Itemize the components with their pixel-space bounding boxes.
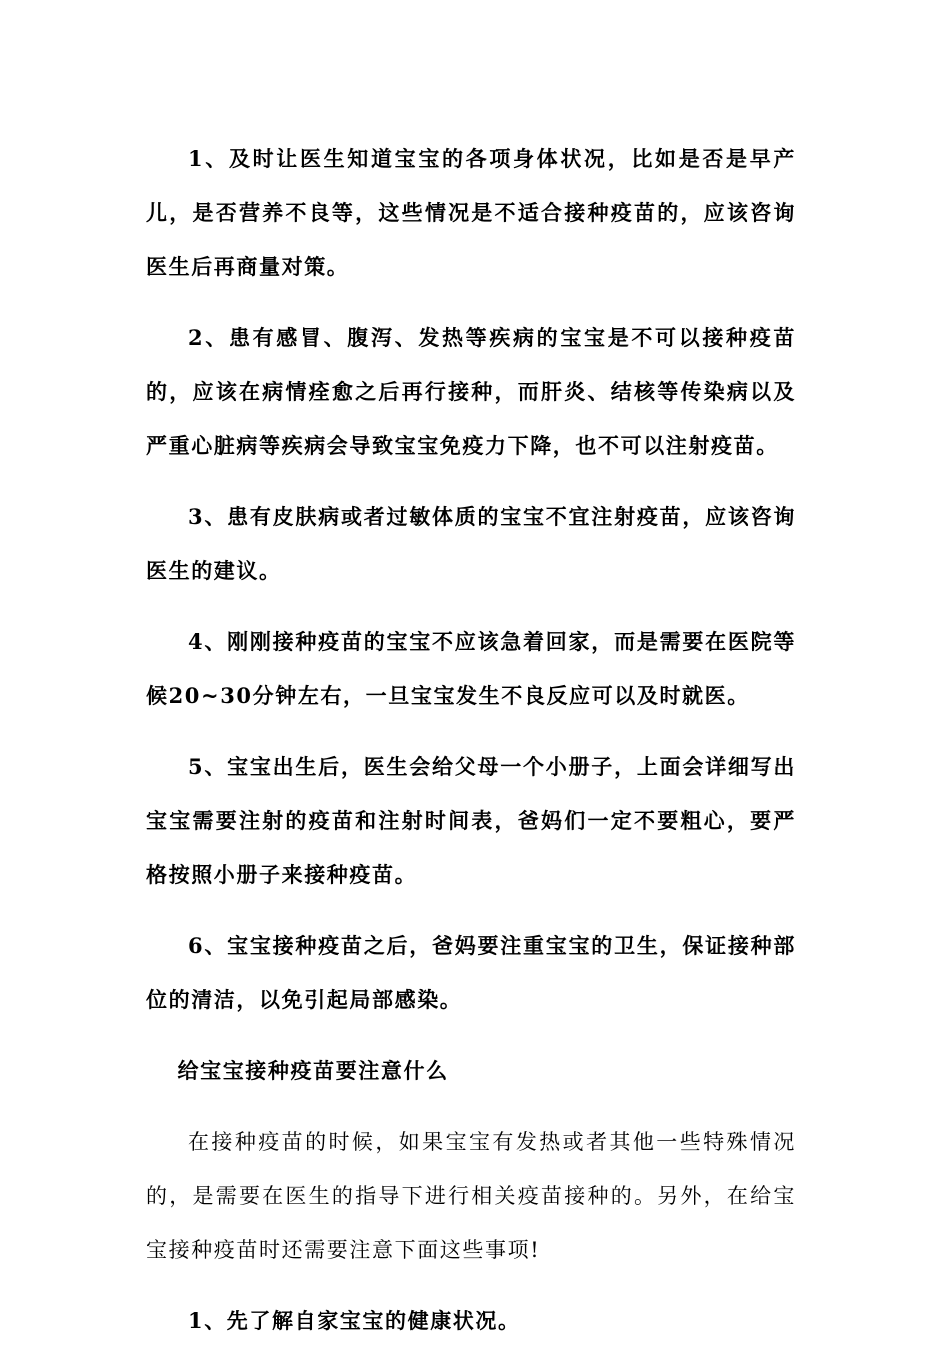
intro-paragraph: 在接种疫苗的时候，如果宝宝有发热或者其他一些特殊情况的，是需要在医生的指导下进行相关疫苗接种的。另外，在给宝宝接种疫苗时还需要注意下面这些事项! [146,1130,796,1262]
document-body [146,132,796,1365]
section-heading: 给宝宝接种疫苗要注意什么 [177,1058,449,1083]
list-item-1: 1、先了解自家宝宝的健康状况。 [188,1308,521,1333]
paragraph-1: 1、及时让医生知道宝宝的各项身体状况，比如是否是早产儿，是否营养不良等，这些情况是不适合接种疫苗的，应该咨询医生后再商量对策。 [146,146,796,279]
paragraph-4: 4、刚刚接种疫苗的宝宝不应该急着回家，而是需要在医院等候20~30分钟左右，一旦宝宝发生不良反应可以及时就医。 [146,629,796,708]
paragraph-2: 2、患有感冒、腹泻、发热等疾病的宝宝是不可以接种疫苗的，应该在病情痊愈之后再行接种，而肝炎、结核等传染病以及严重心脏病等疾病会导致宝宝免疫力下降，也不可以注射疫苗。 [146,325,796,458]
paragraph-3: 3、患有皮肤病或者过敏体质的宝宝不宜注射疫苗，应该咨询医生的建议。 [146,504,796,583]
paragraph-6: 6、宝宝接种疫苗之后，爸妈要注重宝宝的卫生，保证接种部位的清洁，以免引起局部感染。 [146,933,796,1012]
paragraph-5: 5、宝宝出生后，医生会给父母一个小册子，上面会详细写出宝宝需要注射的疫苗和注射时间表，爸妈们一定不要粗心，要严格按照小册子来接种疫苗。 [146,754,796,887]
